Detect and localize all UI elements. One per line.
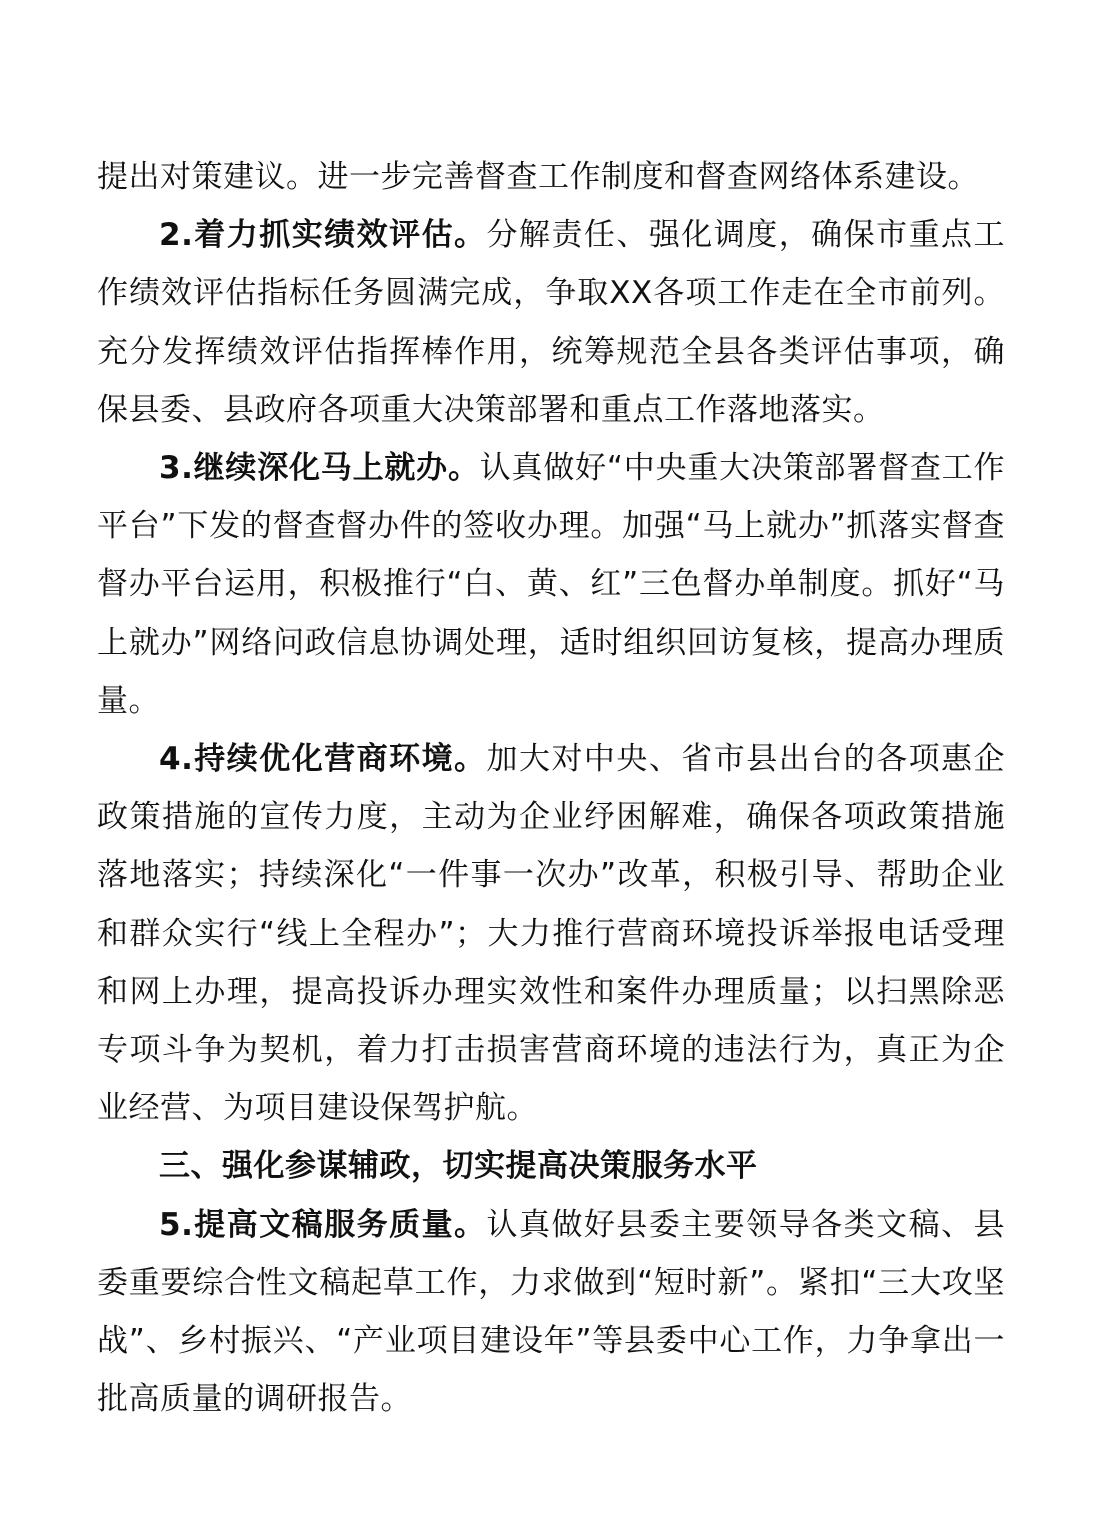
paragraph-text: 提出对策建议。进一步完善督查工作制度和督查网络体系建设。 [97,159,979,195]
section-heading: 三、强化参谋辅政，切实提高决策服务水平 [159,1148,758,1185]
paragraph-4 [97,730,1005,1137]
paragraph-3 [97,439,1005,730]
paragraph-text: 认真做好县委主要领导各类文稿、县委重要综合性文稿起草工作，力求做到“短时新”。紧扣“三大攻坚战”、乡村振兴、“产业项目建设年”等县委中心工作，力争拿出一批高质量的调研报告。 [97,1206,1005,1418]
paragraph-text: 认真做好“中央重大决策部署督查工作平台”下发的督查督办件的签收办理。加强“马上就办”抓落实督查督办平台运用，积极推行“白、黄、红”三色督办单制度。抓好“马上就办”网络问政信息协调处理，适时组织回访复核，提高办理质量。 [97,450,1005,719]
paragraph-continuation [97,148,1005,206]
paragraph-lead: 3.继续深化马上就办。 [159,450,480,487]
paragraph-lead: 4.持续优化营商环境。 [159,741,487,778]
paragraph-text: 加大对中央、省市县出台的各项惠企政策措施的宣传力度，主动为企业纾困解难，确保各项政策措施落地落实；持续深化“一件事一次办”改革，积极引导、帮助企业和群众实行“线上全程办”；大力推行营商环境投诉举报电话受理和网上办理，提高投诉办理实效性和案件办理质量；以扫黑除恶专项斗争为契机，着力打击损害营商环境的违法行为，真正为企业经营、为项目建设保驾护航。 [97,741,1005,1127]
document-body [97,148,1005,1428]
paragraph-text: 分解责任、强化调度，确保市重点工作绩效评估指标任务圆满完成，争取XX各项工作走在全市前列。充分发挥绩效评估指挥棒作用，统筹规范全县各类评估事项，确保县委、县政府各项重大决策部署和重点工作落地落实。 [97,217,1005,428]
paragraph-lead: 2.着力抓实绩效评估。 [159,217,487,254]
paragraph-2 [97,206,1005,439]
paragraph-lead: 5.提高文稿服务质量。 [159,1206,487,1243]
paragraph-5 [97,1196,1005,1429]
